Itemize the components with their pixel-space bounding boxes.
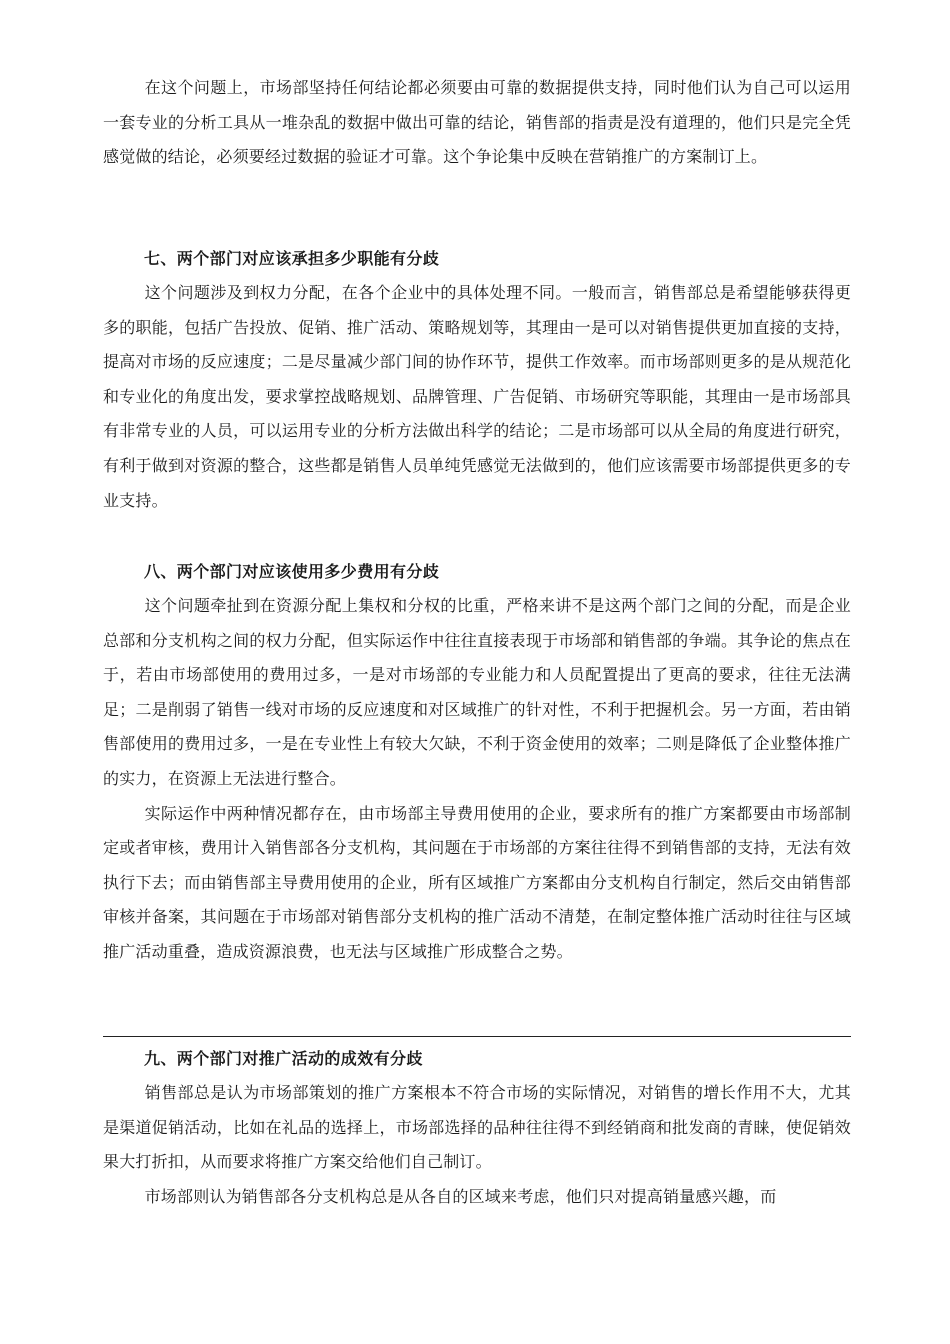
body-paragraph: 销售部总是认为市场部策划的推广方案根本不符合市场的实际情况，对销售的增长作用不大，尤其是渠道促销活动，比如在礼品的选择上，市场部选择的品种往往得不到经销商和批发商的青睐，使促销效果大打折扣，从而要求将推广方案交给他们自己制订。 (103, 1083, 851, 1172)
section-heading: 八、两个部门对应该使用多少费用有分歧 (144, 562, 440, 581)
body-paragraph: 这个问题牵扯到在资源分配上集权和分权的比重，严格来讲不是这两个部门之间的分配，而是企业总部和分支机构之间的权力分配，但实际运作中往往直接表现于市场部和销售部的争端。其争论的焦点在于，若由市场部使用的费用过多，一是对市场部的专业能力和人员配置提出了更高的要求，往往无法满足；二是削弱了销售一线对市场的反应速度和对区域推广的针对性，不利于把握机会。另一方面，若由销售部使用的费用过多，一是在专业性上有较大欠缺，不利于资金使用的效率；二则是降低了企业整体推广的实力，在资源上无法进行整合。 (103, 596, 851, 788)
horizontal-rule (103, 1036, 851, 1037)
body-paragraph: 实际运作中两种情况都存在，由市场部主导费用使用的企业，要求所有的推广方案都要由市场部制定或者审核，费用计入销售部各分支机构，其问题在于市场部的方案往往得不到销售部的支持，无法有效执行下去；而由销售部主导费用使用的企业，所有区域推广方案都由分支机构自行制定，然后交由销售部审核并备案，其问题在于市场部对销售部分支机构的推广活动不清楚，在制定整体推广活动时往往与区域推广活动重叠，造成资源浪费，也无法与区域推广形成整合之势。 (103, 803, 851, 961)
section-heading: 九、两个部门对推广活动的成效有分歧 (144, 1049, 423, 1068)
section-eight (103, 555, 851, 970)
body-paragraph: 在这个问题上，市场部坚持任何结论都必须要由可靠的数据提供支持，同时他们认为自己可以运用一套专业的分析工具从一堆杂乱的数据中做出可靠的结论，销售部的指责是没有道理的，他们只是完全凭感觉做的结论，必须要经过数据的验证才可靠。这个争论集中反映在营销推广的方案制订上。 (103, 78, 851, 167)
section-nine (103, 1042, 851, 1214)
section-seven (103, 242, 851, 518)
section-six-tail (103, 71, 851, 175)
section-heading: 七、两个部门对应该承担多少职能有分歧 (144, 249, 440, 268)
body-paragraph: 市场部则认为销售部各分支机构总是从各自的区域来考虑，他们只对提高销量感兴趣，而 (144, 1186, 777, 1206)
body-paragraph: 这个问题涉及到权力分配，在各个企业中的具体处理不同。一般而言，销售部总是希望能够获得更多的职能，包括广告投放、促销、推广活动、策略规划等，其理由一是可以对销售提供更加直接的支持，提高对市场的反应速度；二是尽量减少部门间的协作环节，提供工作效率。而市场部则更多的是从规范化和专业化的角度出发，要求掌控战略规划、品牌管理、广告促销、市场研究等职能，其理由一是市场部具有非常专业的人员，可以运用专业的分析方法做出科学的结论；二是市场部可以从全局的角度进行研究，有利于做到对资源的整合，这些都是销售人员单纯凭感觉无法做到的，他们应该需要市场部提供更多的专业支持。 (103, 283, 851, 510)
